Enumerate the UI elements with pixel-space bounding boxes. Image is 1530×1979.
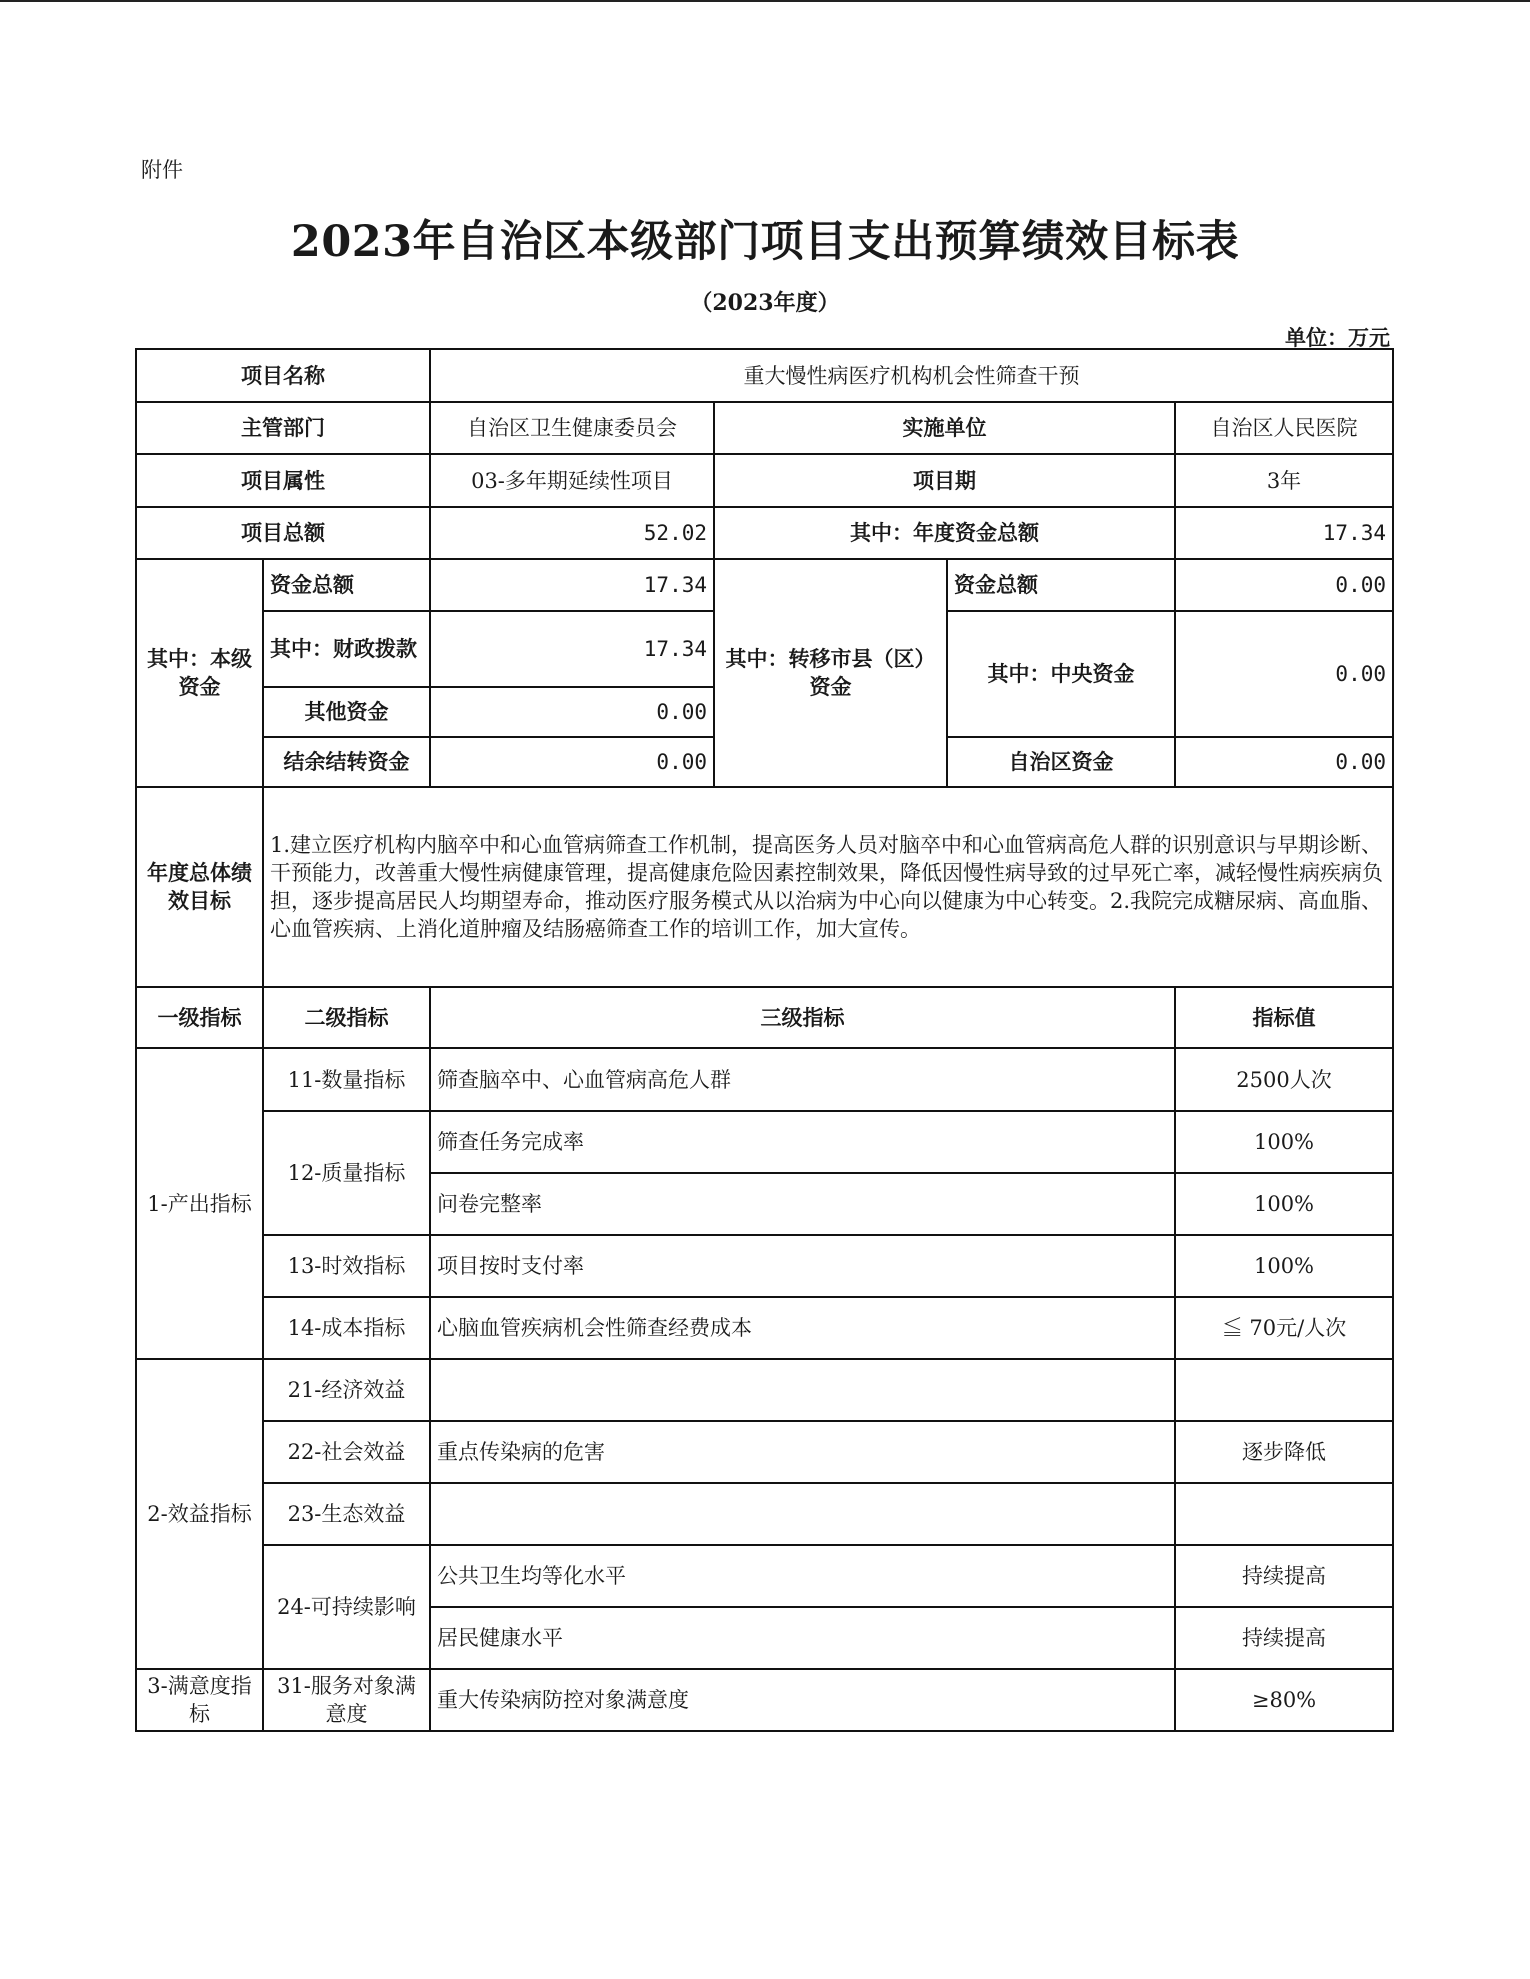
attr-label: 项目属性 xyxy=(136,454,430,507)
table-row xyxy=(136,402,1393,454)
attachment-label: 附件 xyxy=(141,158,183,182)
page-title: 2023年自治区本级部门项目支出预算绩效目标表 xyxy=(290,217,1240,267)
table-row xyxy=(136,349,1393,402)
indicator-value: 2500人次 xyxy=(1175,1048,1393,1111)
indicator-header-row xyxy=(136,987,1393,1048)
indicator-name: 项目按时支付率 xyxy=(430,1235,1175,1297)
level1-satisfaction: 3-满意度指标 xyxy=(136,1669,263,1731)
local-funds-label: 其中：本级资金 xyxy=(136,559,263,787)
top-rule xyxy=(0,0,1530,2)
project-name-label: 项目名称 xyxy=(136,349,430,402)
fiscal-year: （2023年度） xyxy=(690,290,840,316)
indicator-name: 居民健康水平 xyxy=(430,1607,1175,1669)
table-row xyxy=(136,787,1393,987)
header-level1: 一级指标 xyxy=(136,987,263,1048)
level2-timeliness: 13-时效指标 xyxy=(263,1235,430,1297)
header-value: 指标值 xyxy=(1175,987,1393,1048)
table-row xyxy=(136,454,1393,507)
local-fiscal-label: 其中：财政拨款 xyxy=(263,611,430,687)
dept-label: 主管部门 xyxy=(136,402,430,454)
indicator-value: 持续提高 xyxy=(1175,1545,1393,1607)
annual-label: 其中：年度资金总额 xyxy=(714,507,1175,559)
indicator-value: 持续提高 xyxy=(1175,1607,1393,1669)
transfer-total-label: 资金总额 xyxy=(947,559,1175,611)
indicator-value: ≥80% xyxy=(1175,1669,1393,1731)
local-total-label: 资金总额 xyxy=(263,559,430,611)
local-other-value: 0.00 xyxy=(430,687,714,737)
unit-label: 单位：万元 xyxy=(1285,325,1390,350)
indicator-name xyxy=(430,1359,1175,1421)
level2-economic: 21-经济效益 xyxy=(263,1359,430,1421)
transfer-central-label: 其中：中央资金 xyxy=(947,611,1175,737)
indicator-value: 逐步降低 xyxy=(1175,1421,1393,1483)
indicator-name: 重点传染病的危害 xyxy=(430,1421,1175,1483)
total-label: 项目总额 xyxy=(136,507,430,559)
table-row xyxy=(136,1297,1393,1359)
period-value: 3年 xyxy=(1175,454,1393,507)
level2-satisfaction: 31-服务对象满意度 xyxy=(263,1669,430,1731)
table-row xyxy=(136,559,1393,611)
indicator-name: 问卷完整率 xyxy=(430,1173,1175,1235)
transfer-central-value: 0.00 xyxy=(1175,611,1393,737)
indicator-name: 筛查脑卒中、心血管病高危人群 xyxy=(430,1048,1175,1111)
indicator-value xyxy=(1175,1483,1393,1545)
transfer-region-label: 自治区资金 xyxy=(947,737,1175,787)
level2-social: 22-社会效益 xyxy=(263,1421,430,1483)
indicator-name: 公共卫生均等化水平 xyxy=(430,1545,1175,1607)
local-carry-label: 结余结转资金 xyxy=(263,737,430,787)
period-label: 项目期 xyxy=(714,454,1175,507)
indicator-value xyxy=(1175,1359,1393,1421)
transfer-total-value: 0.00 xyxy=(1175,559,1393,611)
table-row xyxy=(136,1669,1393,1731)
table-row xyxy=(136,1483,1393,1545)
transfer-region-value: 0.00 xyxy=(1175,737,1393,787)
level1-benefit: 2-效益指标 xyxy=(136,1359,263,1669)
goal-label: 年度总体绩效目标 xyxy=(136,787,263,987)
total-value: 52.02 xyxy=(430,507,714,559)
table-row xyxy=(136,1235,1393,1297)
indicator-value: ≦ 70元/人次 xyxy=(1175,1297,1393,1359)
local-fiscal-value: 17.34 xyxy=(430,611,714,687)
impl-label: 实施单位 xyxy=(714,402,1175,454)
project-name-value: 重大慢性病医疗机构机会性筛查干预 xyxy=(430,349,1393,402)
header-level3: 三级指标 xyxy=(430,987,1175,1048)
annual-value: 17.34 xyxy=(1175,507,1393,559)
table-row xyxy=(136,507,1393,559)
level1-output: 1-产出指标 xyxy=(136,1048,263,1359)
table-row xyxy=(136,1111,1393,1173)
local-other-label: 其他资金 xyxy=(263,687,430,737)
table-row xyxy=(136,1421,1393,1483)
level2-sustainable: 24-可持续影响 xyxy=(263,1545,430,1669)
indicator-value: 100% xyxy=(1175,1235,1393,1297)
table-row xyxy=(136,1048,1393,1111)
performance-target-table xyxy=(135,348,1394,1732)
local-carry-value: 0.00 xyxy=(430,737,714,787)
level2-cost: 14-成本指标 xyxy=(263,1297,430,1359)
local-total-value: 17.34 xyxy=(430,559,714,611)
indicator-name xyxy=(430,1483,1175,1545)
indicator-name: 重大传染病防控对象满意度 xyxy=(430,1669,1175,1731)
level2-ecological: 23-生态效益 xyxy=(263,1483,430,1545)
header-level2: 二级指标 xyxy=(263,987,430,1048)
table-row xyxy=(136,1359,1393,1421)
indicator-value: 100% xyxy=(1175,1173,1393,1235)
table-row xyxy=(136,1545,1393,1607)
level2-quantity: 11-数量指标 xyxy=(263,1048,430,1111)
goal-text: 1.建立医疗机构内脑卒中和心血管病筛查工作机制，提高医务人员对脑卒中和心血管病高危人群的识别意识与早期诊断、干预能力，改善重大慢性病健康管理，提高健康危险因素控制效果，降低因慢性病导致的过早死亡率，减轻慢性病疾病负担，逐步提高居民人均期望寿命，推动医疗服务模式从以治病为中心向以健康为中心转变。2.我院完成糖尿病、高血脂、心血管疾病、上消化道肿瘤及结肠癌筛查工作的培训工作，加大宣传。 xyxy=(263,787,1393,987)
level2-quality: 12-质量指标 xyxy=(263,1111,430,1235)
impl-value: 自治区人民医院 xyxy=(1175,402,1393,454)
transfer-funds-label: 其中：转移市县（区）资金 xyxy=(714,559,947,787)
dept-value: 自治区卫生健康委员会 xyxy=(430,402,714,454)
indicator-name: 心脑血管疾病机会性筛查经费成本 xyxy=(430,1297,1175,1359)
indicator-value: 100% xyxy=(1175,1111,1393,1173)
indicator-name: 筛查任务完成率 xyxy=(430,1111,1175,1173)
attr-value: 03-多年期延续性项目 xyxy=(430,454,714,507)
